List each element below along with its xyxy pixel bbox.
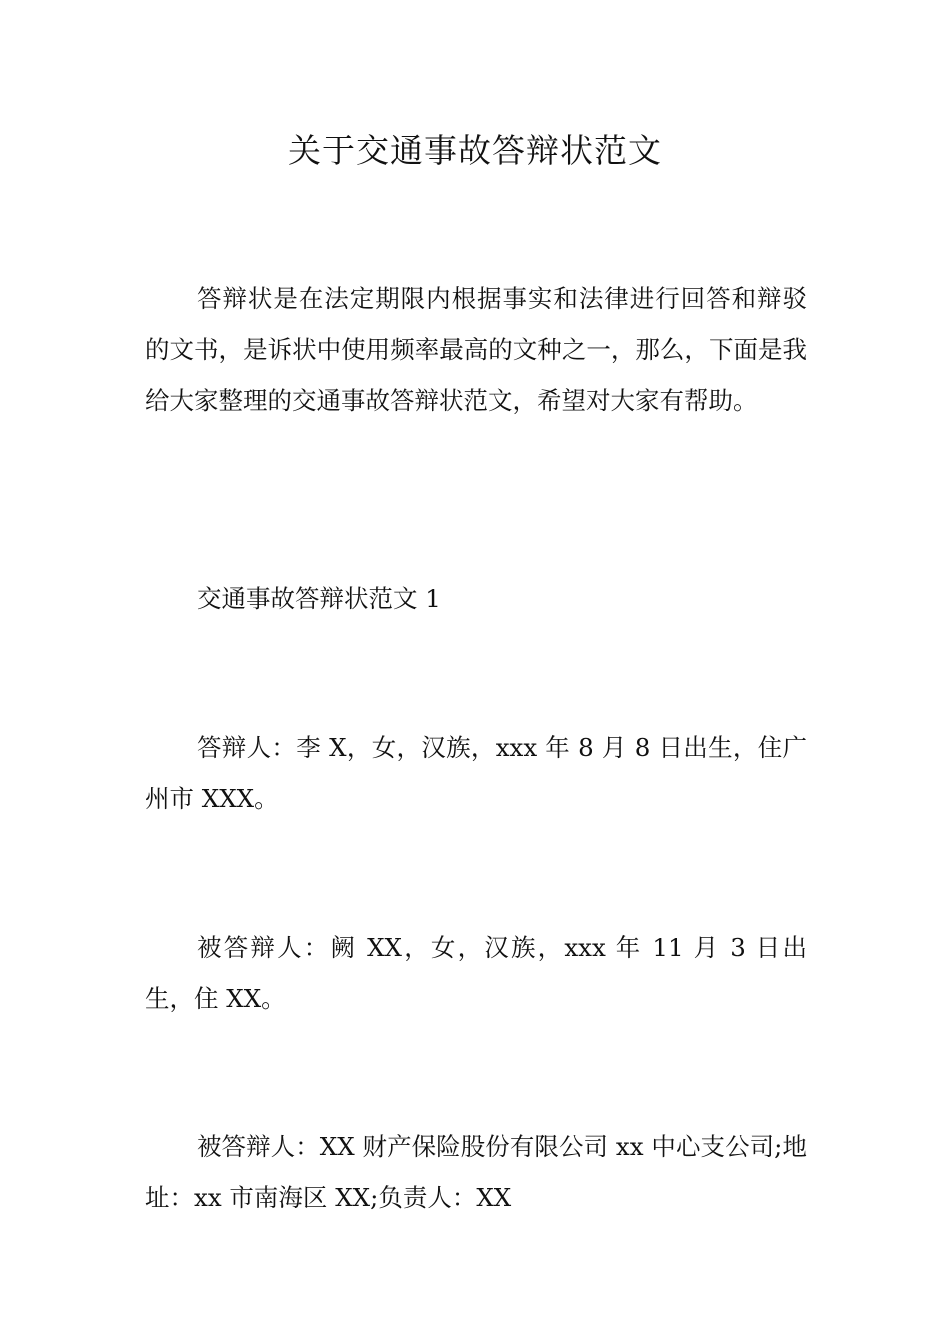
- document-title: 关于交通事故答辩状范文: [288, 131, 662, 170]
- respondent-paragraph: 答辩人：李 X，女，汉族，xxx 年 8 月 8 日出生，住广州市 XXX。: [145, 733, 807, 813]
- intro-paragraph: 答辩状是在法定期限内根据事实和法律进行回答和辩驳的文书，是诉状中使用频率最高的文种之一，那么，下面是我给大家整理的交通事故答辩状范文，希望对大家有帮助。: [145, 284, 807, 415]
- appellee-paragraph-2: 被答辩人：XX 财产保险股份有限公司 xx 中心支公司;地址：xx 市南海区 XX;负责人：XX: [145, 1132, 807, 1212]
- section-heading: 交通事故答辩状范文 1: [197, 584, 441, 613]
- appellee-paragraph-1: 被答辩人：阙 XX，女，汉族，xxx 年 11 月 3 日出生，住 XX。: [145, 933, 807, 1013]
